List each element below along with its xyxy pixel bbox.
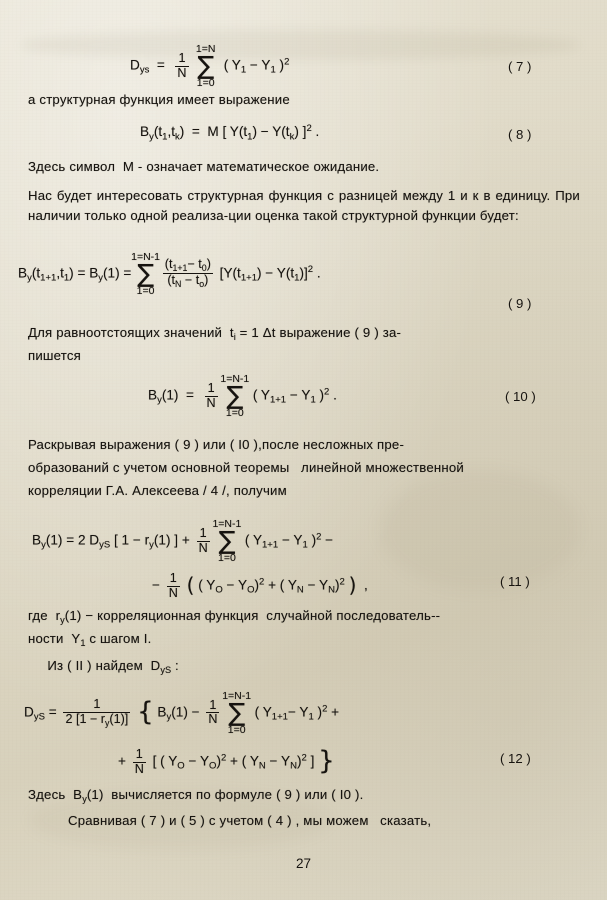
paragraph-9: Сравнивая ( 7 ) и ( 5 ) с учетом ( 4 ) , мы можем сказать,	[68, 813, 432, 828]
paragraph-3-text: Нас будет интересовать структурная функция с разницей между 1 и к в единицу. При наличии только одной реализа-ции оценка такой структурной функции будет:	[28, 188, 580, 224]
formula-9: $B_y(t_{1+1},t_1) = B_y(1)$ = 1=N-1 ∑ 1=0 $\frac{(t_{1+1}- t_0)}{(t_N - t_o)}$ $[Y(t_{1+1}) - Y(t_1)]^2$ .	[18, 250, 321, 297]
paragraph-8: Здесь $B_y(1)$ вычисляется по формуле ( 9 ) или ( I0 ).	[28, 787, 364, 804]
paragraph-3	[28, 186, 580, 227]
paragraph-7: Из ( II ) найдем $D_{уS}$ :	[28, 658, 179, 675]
formula-12-line2: + $\frac{1}{N}$ [ ( $Y_O - Y_O)^2$ + ( $Y_N - Y_N)^2$ ] }	[118, 745, 335, 776]
formula-12-line1: $D_{уS}$ = $\frac{1}{2 [1 - r_y(1)]}$ { $B_y(1)$ − $\frac{1}{N}$ 1=N-1 ∑ 1=0 ( $Y_{1+1}- Y_1$ )$^2$ +	[24, 689, 340, 736]
formula-7: $D_{уs}$ = $\frac{1}{N}$ 1=N ∑ 1=0 ( $Y_1 - Y_1$ )$^2$	[130, 42, 290, 89]
formula-9-number: ( 9 )	[508, 296, 532, 311]
paragraph-4-line1: Для равноотстоящих значений $t_i = 1$ Δt выражение ( 9 ) за-	[28, 325, 402, 342]
formula-8-number: ( 8 )	[508, 127, 532, 142]
formula-11-line1: $B_y(1) = 2$ $D_{уS}$ [ $1 - r_y(1)$ ] + $\frac{1}{N}$ 1=N-1 ∑ 1=0 ( $Y_{1+1} - Y_1$ )$^2$ −	[32, 517, 334, 564]
formula-11-line2: − $\frac{1}{N}$ ( ( $Y_O - Y_O)^2$ + ( $Y_N - Y_N)^2$ ) ,	[152, 571, 368, 600]
paragraph-4-line2: пишется	[28, 348, 82, 363]
paragraph-6-line2: ности $Y_1$ с шагом I.	[28, 631, 152, 648]
paragraph-5-line3: корреляции Г.А. Алексеева / 4 /, получим	[28, 483, 287, 498]
formula-10: $B_y(1)$ = $\frac{1}{N}$ 1=N-1 ∑ 1=0 ( $Y_{1+1} - Y_1$ )$^2$ .	[148, 372, 337, 419]
page-number: 27	[295, 856, 312, 871]
paragraph-5-line2: образований с учетом основной теоремы линейной множественной	[28, 460, 464, 475]
formula-11-number: ( 11 )	[500, 574, 530, 589]
paragraph-2: Здесь символ М - означает математическое ожидание.	[28, 159, 380, 174]
formula-7-number: ( 7 )	[508, 59, 532, 74]
formula-12-number: ( 12 )	[500, 751, 531, 766]
formula-10-number: ( 10 )	[505, 389, 536, 404]
formula-8: $B_y(t_1,t_k) = M$ [ $Y(t_1) - Y(t_k)$ ]$^2$ .	[140, 123, 320, 143]
paragraph-1: а структурная функция имеет выражение	[28, 92, 290, 107]
paragraph-6-line1: где $r_y(1)$ − корреляционная функция случайной последователь--	[28, 608, 441, 625]
paragraph-5-line1: Раскрывая выражения ( 9 ) или ( I0 ),после несложных пре-	[28, 437, 405, 452]
